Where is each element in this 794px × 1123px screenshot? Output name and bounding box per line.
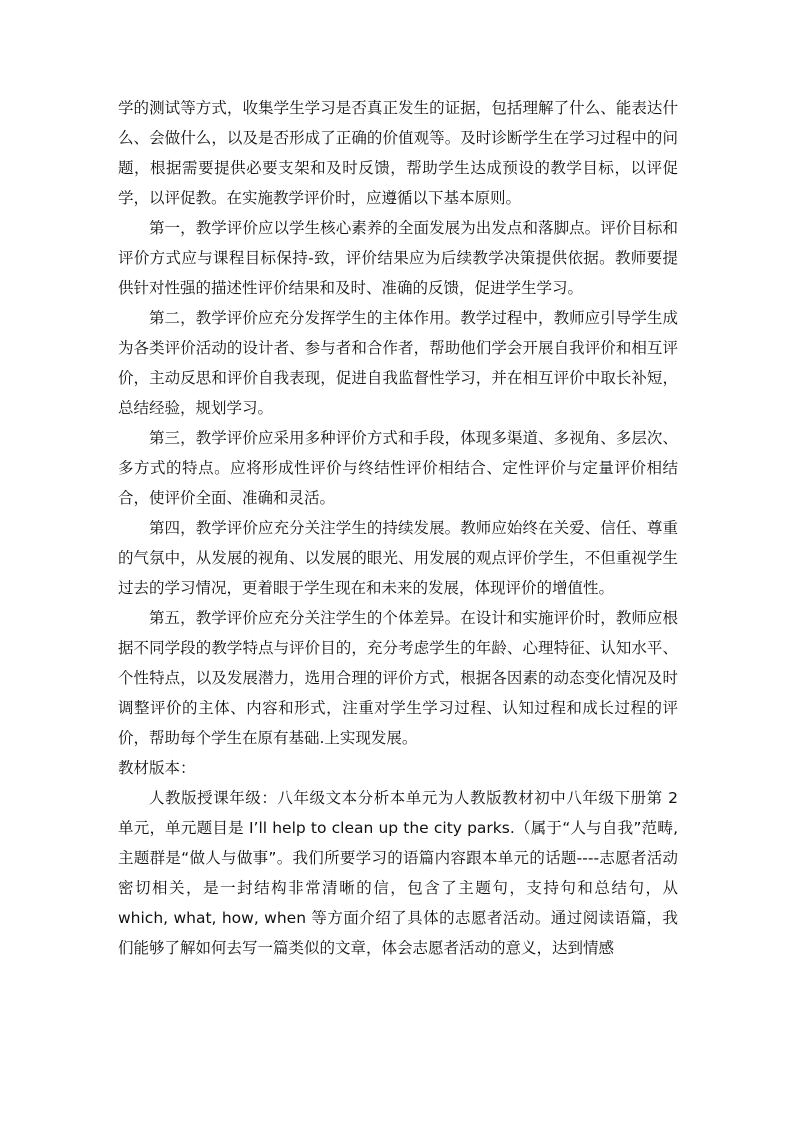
paragraph-principle-1: 第一，教学评价应以学生核心素养的全面发展为出发点和落脚点。评价目标和评价方式应与课程目标保持-致，评价结果应为后续教学决策提供依据。教师要提供针对性强的描述性评价结果和及时、准确的反馈，促进学生学习。: [118, 219, 678, 297]
paragraph-principle-4: 第四，教学评价应充分关注学生的持续发展。教师应始终在关爱、信任、尊重的气氛中，从发展的视角、以发展的眼光、用发展的观点评价学生，不但重视学生过去的学习情况，更着眼于学生现在和未来的发展，体现评价的增值性。: [118, 519, 678, 597]
document-body: [118, 93, 678, 963]
paragraph-principle-5: 第五，教学评价应充分关注学生的个体差异。在设计和实施评价时，教师应根据不同学段的教学特点与评价目的，充分考虑学生的年龄、心理特征、认知水平、个性特点，以及发展潜力，选用合理的评价方式，根据各因素的动态变化情况及时调整评价的主体、内容和形式，注重对学生学习过程、认知过程和成长过程的评价，帮助每个学生在原有基础.上实现发展。: [118, 609, 678, 747]
textbook-version-heading: 教材版本：: [118, 759, 196, 777]
paragraph-principle-2: 第二，教学评价应充分发挥学生的主体作用。教学过程中，教师应引导学生成为各类评价活动的设计者、参与者和合作者，帮助他们学会开展自我评价和相互评价，主动反思和评价自我表现，促进自我监督性学习，并在相互评价中取长补短，总结经验，规划学习。: [118, 309, 678, 417]
paragraph-principle-3: 第三，教学评价应采用多种评价方式和手段，体现多渠道、多视角、多层次、多方式的特点。应将形成性评价与终结性评价相结合、定性评价与定量评价相结合，使评价全面、准确和灵活。: [118, 429, 678, 507]
paragraph-intro: 学的测试等方式，收集学生学习是否真正发生的证据，包括理解了什么、能表达什么、会做什么，以及是否形成了正确的价值观等。及时诊断学生在学习过程中的问题，根据需要提供必要支架和及时反馈，帮助学生达成预设的教学目标，以评促学，以评促教。在实施教学评价时，应遵循以下基本原则。: [118, 99, 678, 207]
paragraph-text-analysis: 人教版授课年级：八年级文本分析本单元为人教版教材初中八年级下册第 2 单元，单元题目是 I’ll help to clean up the city parks.（属于“人与自我”范畴,主题群是“做人与做事”。我们所要学习的语篇内容跟本单元的话题----志愿者活动密切相关，是一封结构非常清晰的信，包含了主题句，支持句和总结句，从 which, what, how, when 等方面介绍了具体的志愿者活动。通过阅读语篇，我们能够了解如何去写一篇类似的文章，体会志愿者活动的意义，达到情感: [118, 789, 678, 957]
